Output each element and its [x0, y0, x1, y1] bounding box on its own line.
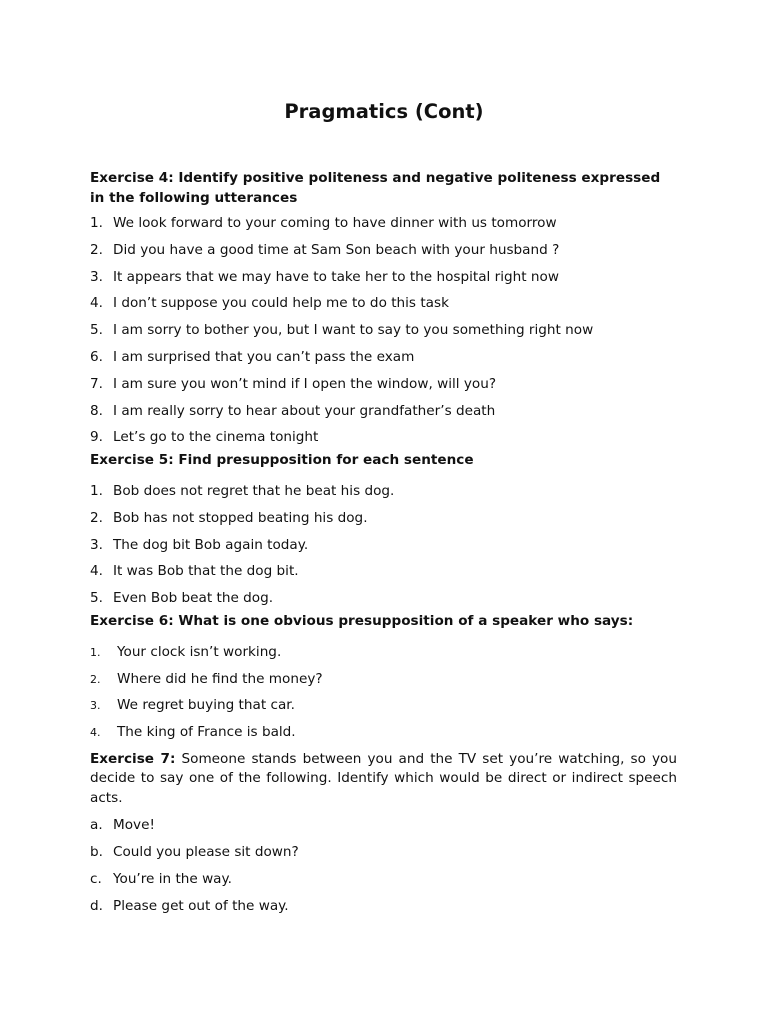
list-item-text: We look forward to your coming to have dinner with us tomorrow [113, 215, 557, 231]
list-marker: c. [90, 871, 102, 888]
list-item [90, 398, 677, 425]
list-item-text: Could you please sit down? [113, 844, 299, 861]
list-marker: 7. [90, 375, 103, 392]
list-item-text: Did you have a good time at Sam Son beach with your husband ? [113, 241, 560, 258]
list-marker: 4. [90, 563, 103, 580]
list-marker: 6. [90, 348, 103, 365]
list-marker: 5. [90, 590, 103, 607]
exercise-7-list [90, 812, 677, 919]
exercise-4-list [90, 210, 677, 451]
list-item-text: It was Bob that the dog bit. [113, 563, 299, 580]
list-item-text: I don’t suppose you could help me to do this task [113, 295, 449, 312]
exercise-6-heading-row [90, 612, 677, 639]
exercise-6-list [90, 639, 677, 746]
list-item [90, 666, 677, 693]
exercise-5-heading-row [90, 451, 677, 478]
list-item [90, 719, 677, 746]
document-body [90, 169, 677, 920]
list-item-text: Let’s go to the cinema tonight [113, 429, 319, 446]
exercise-7-label: Exercise 7: [90, 750, 176, 767]
exercise-7-text: Someone stands between you and the TV set you’re watching, so you decide to say one of the following. Identify which would be direct or indirect speech acts. [90, 750, 677, 806]
list-item-text: Even Bob beat the dog. [113, 590, 274, 607]
list-item [90, 210, 677, 237]
list-item-text: We regret buying that car. [117, 697, 295, 714]
exercise-7-prompt [90, 750, 677, 809]
list-marker: 1. [90, 215, 103, 231]
list-marker: 5. [90, 322, 103, 339]
list-item [90, 532, 677, 559]
list-marker: 2. [90, 672, 101, 686]
page-title: Pragmatics (Cont) [284, 100, 484, 123]
list-item-text: Bob does not regret that he beat his dog. [113, 482, 395, 499]
list-item [90, 839, 677, 866]
list-marker: b. [90, 844, 103, 861]
list-item [90, 290, 677, 317]
list-item [90, 317, 677, 344]
list-item [90, 893, 677, 920]
list-item-text: Where did he find the money? [117, 670, 323, 687]
list-item [90, 812, 677, 839]
list-item-text: I am surprised that you can’t pass the exam [113, 348, 415, 365]
list-item [90, 639, 677, 666]
list-marker: d. [90, 897, 103, 914]
list-item [90, 585, 677, 612]
list-item [90, 237, 677, 264]
list-item [90, 558, 677, 585]
list-item-text: I am sorry to bother you, but I want to say to you something right now [113, 322, 594, 339]
list-item-text: The dog bit Bob again today. [113, 536, 309, 553]
list-item-text: Move! [113, 817, 155, 834]
list-marker: 8. [90, 402, 103, 419]
list-item-text: The king of France is bald. [117, 724, 296, 741]
list-marker: 4. [90, 726, 101, 740]
list-item [90, 264, 677, 291]
list-item-text: I am really sorry to hear about your grandfather’s death [113, 402, 496, 419]
list-marker: 3. [90, 268, 103, 285]
list-marker: 1. [90, 482, 103, 499]
exercise-4-heading: Exercise 4: Identify positive politeness and negative politeness expressed in the following utterances [90, 170, 661, 206]
list-item [90, 478, 677, 505]
list-marker: 2. [90, 509, 103, 526]
list-item [90, 866, 677, 893]
list-marker: 3. [90, 699, 101, 713]
list-item-text: I am sure you won’t mind if I open the window, will you? [113, 375, 497, 392]
list-marker: 2. [90, 241, 103, 258]
list-item [90, 692, 677, 719]
list-marker: 4. [90, 295, 103, 312]
list-item-text: You’re in the way. [113, 871, 232, 888]
list-marker: 9. [90, 429, 103, 446]
exercise-5-heading: Exercise 5: Find presupposition for each sentence [90, 452, 474, 469]
exercise-5-list [90, 478, 677, 612]
exercise-6-heading: Exercise 6: What is one obvious presupposition of a speaker who says: [90, 612, 634, 629]
list-item-text: Please get out of the way. [113, 897, 289, 914]
list-item-text: It appears that we may have to take her to the hospital right now [113, 268, 559, 285]
list-item [90, 371, 677, 398]
list-item-text: Bob has not stopped beating his dog. [113, 509, 368, 526]
list-item-text: Your clock isn’t working. [117, 643, 282, 660]
list-item [90, 505, 677, 532]
list-item [90, 424, 677, 451]
list-marker: 1. [90, 645, 101, 659]
list-item [90, 344, 677, 371]
list-marker: 3. [90, 536, 103, 553]
list-marker: a. [90, 817, 103, 834]
